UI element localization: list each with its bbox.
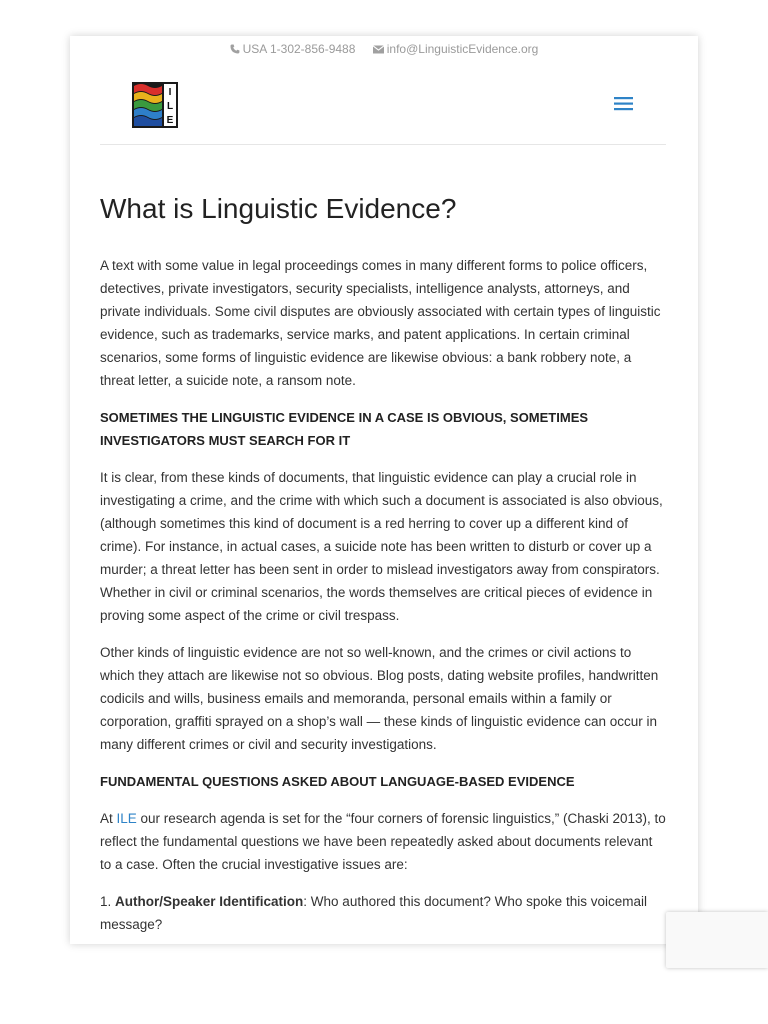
svg-text:I: I	[168, 87, 172, 98]
svg-text:L: L	[166, 101, 174, 112]
paragraph-other-kinds: Other kinds of linguistic evidence are not so well-known, and the crimes or civil actions to which they attach are likewise not so obvious. Blog posts, dating website profiles, handwritten codicils and wills, business emails and memoranda, personal emails within a family or corporation, graffiti sprayed on a shop’s wall — these kinds of linguistic evidence can occur in many different crimes or civil and security investigations.	[100, 645, 659, 752]
intro-paragraph: A text with some value in legal proceedings comes in many different forms to police officers, detectives, private investigators, security specialists, intelligence analysts, attorneys, and private individuals. Some civil disputes are obviously associated with certain types of linguistic evidence, such as trademarks, service marks, and patent applications. In certain criminal scenarios, some forms of linguistic evidence are likewise obvious: a bank robbery note, a threat letter, a suicide note, a ransom note.	[100, 258, 661, 388]
phone-link[interactable]	[230, 42, 356, 57]
section-heading-fundamental: FUNDAMENTAL QUESTIONS ASKED ABOUT LANGUAGE-BASED EVIDENCE	[100, 774, 575, 789]
section-heading-obvious: SOMETIMES THE LINGUISTIC EVIDENCE IN A CASE IS OBVIOUS, SOMETIMES INVESTIGATORS MUST SEARCH FOR IT	[100, 410, 589, 448]
envelope-icon	[373, 43, 384, 57]
top-contact-bar	[70, 42, 698, 57]
paragraph-research-agenda	[100, 807, 666, 876]
list-number: 1.	[100, 894, 116, 909]
svg-text:E: E	[166, 115, 174, 126]
email-link[interactable]	[373, 42, 539, 57]
hamburger-menu-icon[interactable]	[612, 94, 636, 114]
page-title: What is Linguistic Evidence?	[100, 193, 457, 224]
recaptcha-badge[interactable]	[666, 912, 768, 968]
agenda-prefix: At	[100, 811, 117, 826]
phone-number: USA 1-302-856-9488	[242, 42, 356, 56]
site-header	[100, 80, 666, 145]
paragraph-crucial-role: It is clear, from these kinds of documents, that linguistic evidence can play a crucial role in investigating a crime, and the crime with which such a document is associated is also obvious, (although sometimes this kind of document is a red herring to cover up a different kind of crime). For instance, in actual cases, a suicide note has been written to disturb or cover up a murder; a threat letter has been sent in order to mislead investigators away from conspirators. Whether in civil or criminal scenarios, the words themselves are critical pieces of evidence in proving some aspect of the crime or civil trespass.	[100, 470, 663, 623]
list-item-text: : Who authored this document? Who spoke this voicemail message?	[100, 894, 647, 932]
page-container	[70, 36, 698, 944]
article-content	[100, 192, 666, 944]
list-item-title: Author/Speaker Identification	[115, 894, 304, 909]
phone-icon	[230, 43, 240, 57]
agenda-rest: our research agenda is set for the “four corners of forensic linguistics,” (Chaski 2013), to reflect the fundamental questions we have been repeatedly asked about documents relevant to a case. Often the crucial investigative issues are:	[100, 811, 666, 872]
ile-logo-icon[interactable]	[132, 82, 178, 128]
list-item-author-identification	[100, 890, 666, 936]
email-address: info@LinguisticEvidence.org	[386, 42, 539, 56]
ile-link[interactable]: ILE	[116, 811, 137, 826]
